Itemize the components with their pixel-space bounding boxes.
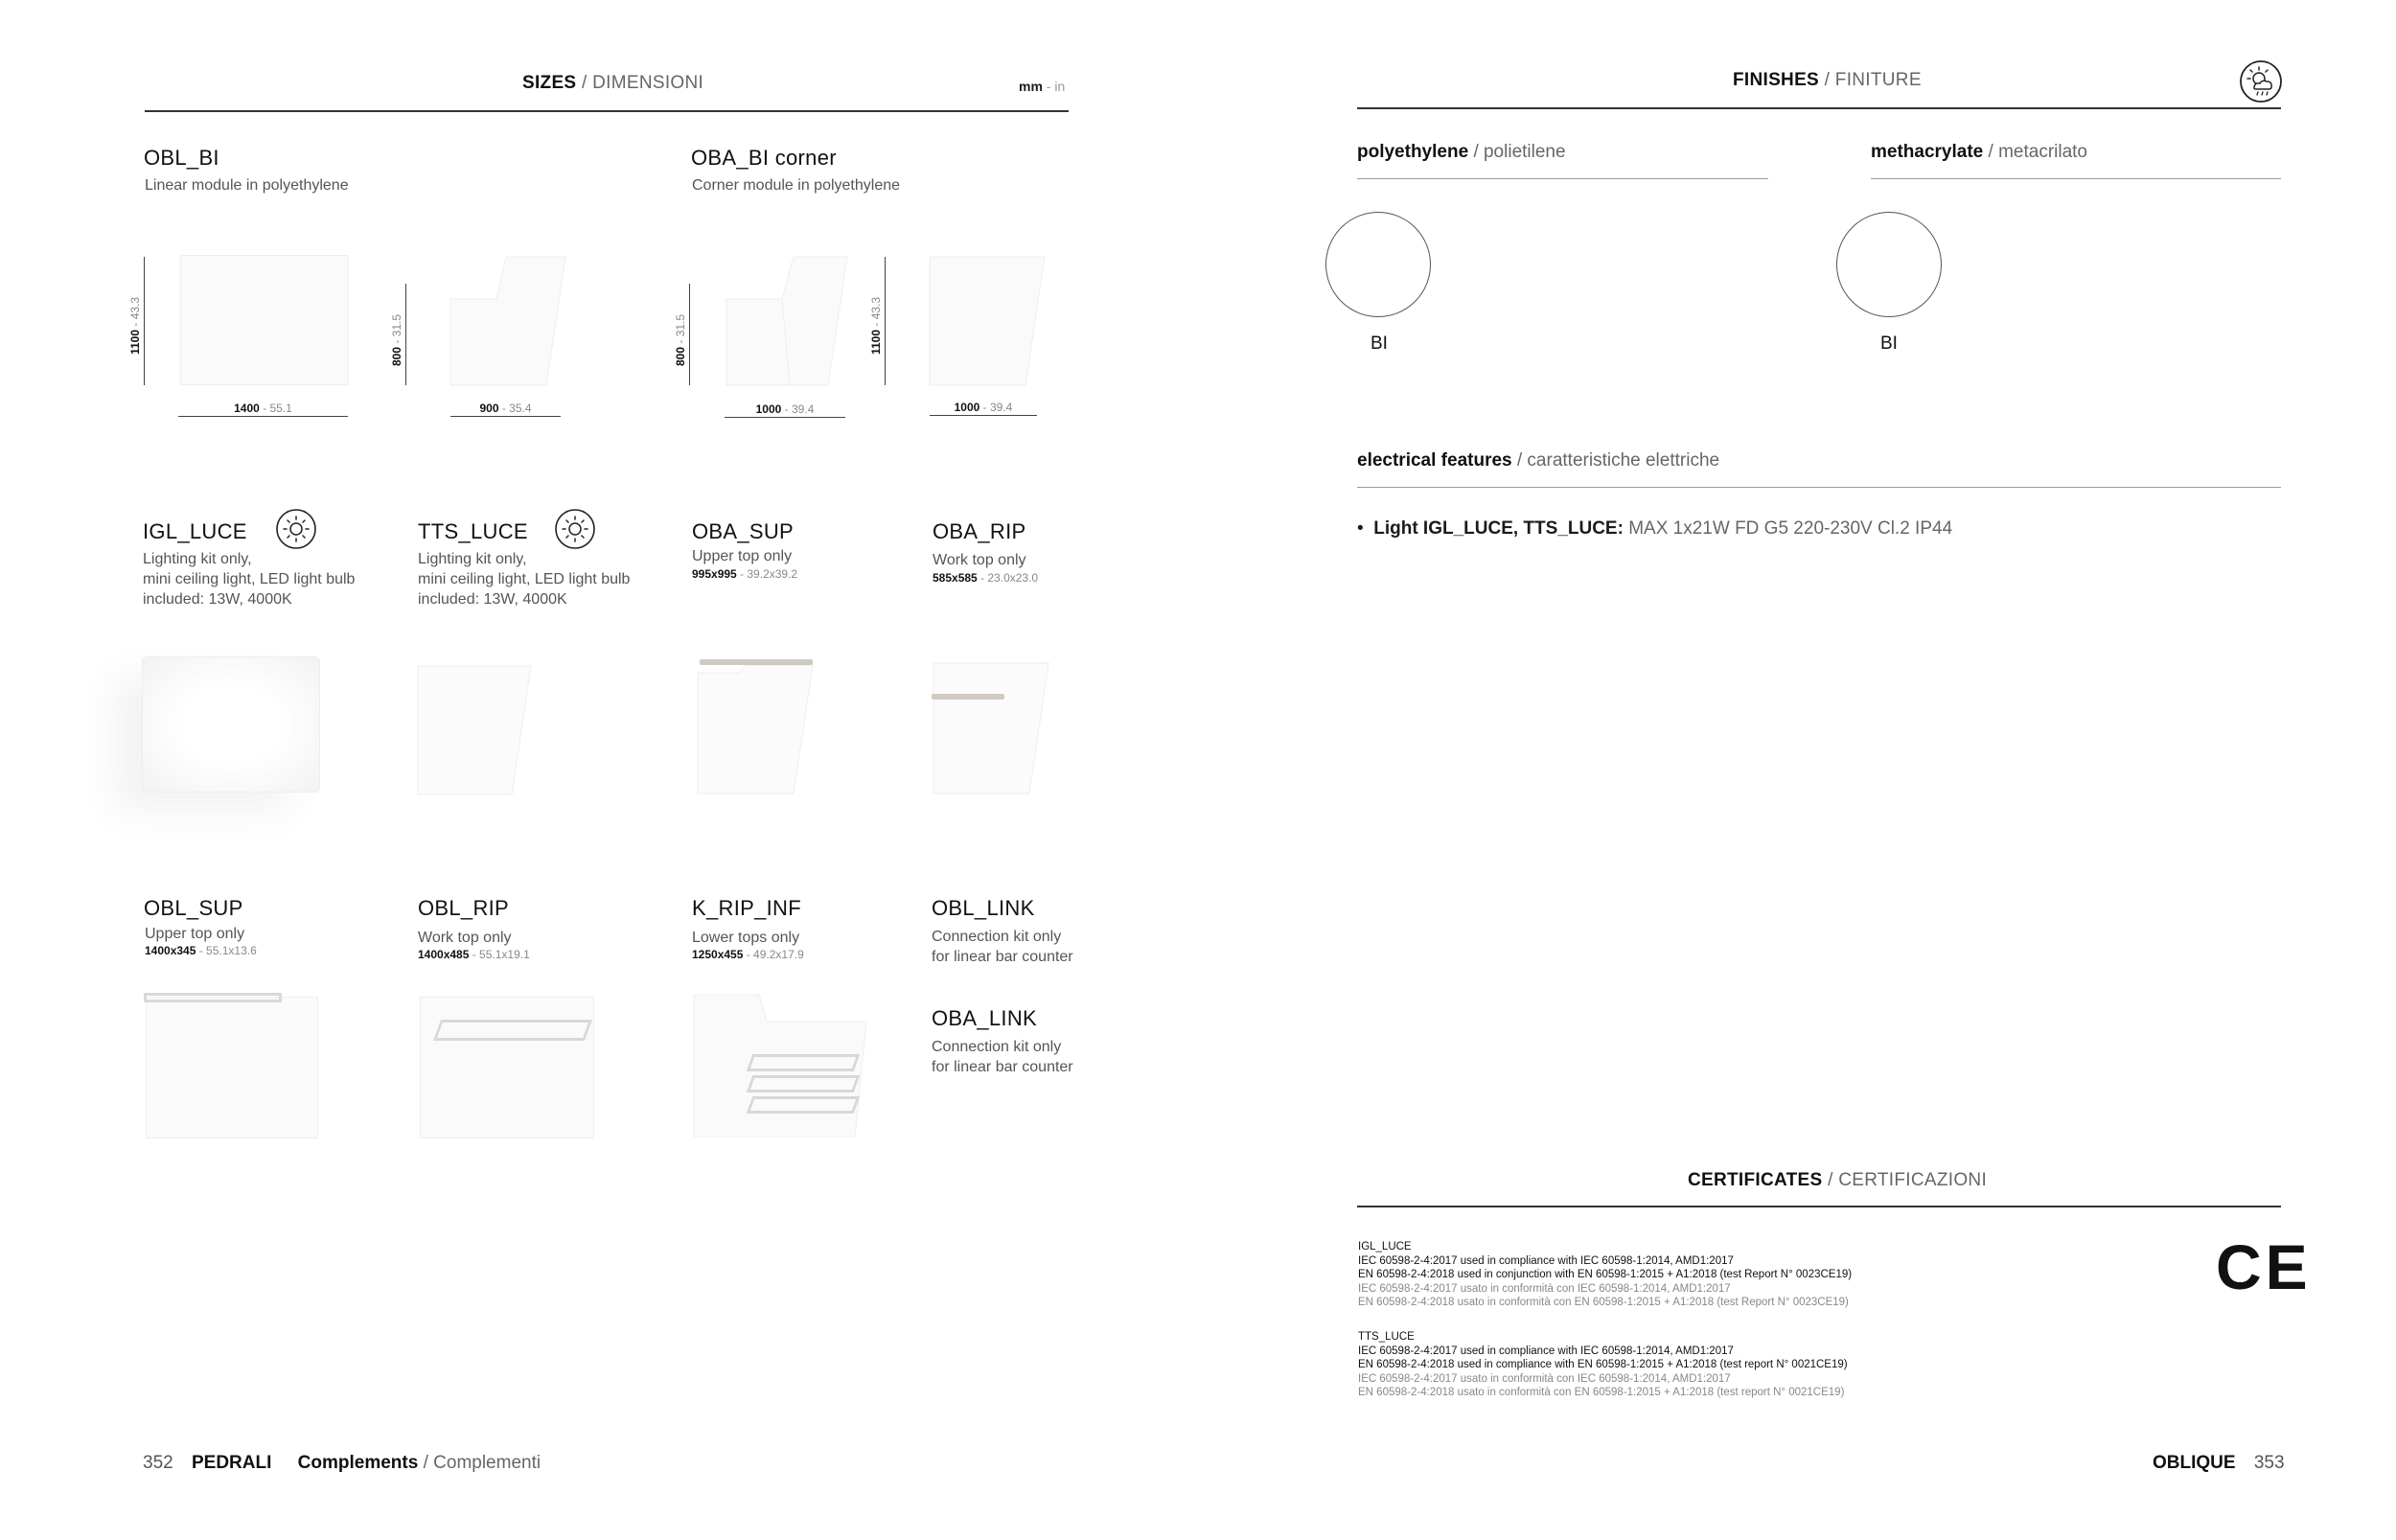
- brand-name: PEDRALI: [191, 1453, 272, 1473]
- dim-line-v: [689, 284, 690, 385]
- section-light: / Complementi: [423, 1453, 541, 1473]
- certificate-tts-luce: TTS_LUCE IEC 60598-2-4:2017 used in compliance with IEC 60598-1:2014, AMD1:2017 EN 60598-2-4:2018 used in compliance with EN 60598-1:2015 + A1:2018 (test report N° 0021CE19) IEC 60598-2-4:2017 usato in conformità con IEC 60598-1:2014, AMD1:2017 EN 60598-2-4:2018 usato in conformità con EN 60598-1:2015 + A1:2018 (test report N° 0021CE19): [1358, 1331, 1848, 1398]
- finishes-rule: [1357, 107, 2281, 109]
- product-desc-oba-sup: Upper top only: [692, 548, 793, 564]
- k-rip-inf-frame-2: [747, 1075, 861, 1092]
- electrical-features-label: electrical features / caratteristiche elettriche: [1357, 450, 1720, 471]
- k-rip-inf-frame-1: [747, 1054, 861, 1071]
- section-bold: Complements: [297, 1453, 419, 1473]
- finish-methacrylate-rule: [1871, 178, 2281, 179]
- obl-bi-front-image: [180, 255, 349, 385]
- page-number-left: 352: [143, 1453, 173, 1473]
- product-desc-oba-rip: Work top only: [933, 552, 1026, 568]
- product-code-oba-rip: OBA_RIP: [933, 519, 1026, 543]
- oba-sup-top: [700, 659, 813, 665]
- finish-polyethylene-rule: [1357, 178, 1768, 179]
- electrical-item-bold: Light IGL_LUCE, TTS_LUCE:: [1373, 518, 1624, 539]
- product-dim-k-rip-inf: 1250x455 - 49.2x17.9: [692, 948, 804, 961]
- collection-name: OBLIQUE: [2153, 1453, 2236, 1473]
- product-desc-obl-bi: Linear module in polyethylene: [145, 177, 349, 194]
- electrical-item-light: MAX 1x21W FD G5 220-230V Cl.2 IP44: [1623, 518, 1953, 539]
- sizes-header-bold: SIZES: [522, 73, 577, 93]
- product-dim-oba-sup: 995x995 - 39.2x39.2: [692, 567, 798, 581]
- dim-label-oba-front-h: 800 - 31.5: [674, 313, 687, 366]
- dim-line-v: [885, 257, 886, 385]
- ce-mark: CE: [2216, 1231, 2312, 1302]
- sun-icon: [554, 508, 596, 550]
- tts-luce-image: [416, 664, 535, 798]
- finish-code-methacrylate: BI: [1880, 333, 1898, 354]
- product-code-obl-sup: OBL_SUP: [144, 896, 243, 920]
- product-dim-obl-sup: 1400x345 - 55.1x13.6: [145, 944, 257, 957]
- product-desc-igl-luce: Lighting kit only, mini ceiling light, LED light bulb included: 13W, 4000K: [143, 551, 356, 608]
- oba-rip-image: [932, 661, 1050, 797]
- finishes-header-light: / FINITURE: [1824, 70, 1922, 90]
- product-desc-oba-bi: Corner module in polyethylene: [692, 177, 901, 194]
- certificates-header-light: / CERTIFICAZIONI: [1828, 1170, 1988, 1190]
- dim-label-obl-side-h: 800 - 31.5: [390, 313, 403, 366]
- finish-code-polyethylene: BI: [1371, 333, 1388, 354]
- finish-polyethylene-label: polyethylene / polietilene: [1357, 142, 1566, 162]
- certificates-header: [1688, 1170, 1987, 1191]
- obl-bi-side-image: [449, 255, 568, 389]
- obl-sup-image: [146, 997, 318, 1138]
- dim-label-oba-side-w: 1000 - 39.4: [954, 401, 1013, 414]
- oba-sup-image: [696, 659, 815, 797]
- product-desc-obl-link: Connection kit only for linear bar counter: [932, 929, 1073, 965]
- product-desc-k-rip-inf: Lower tops only: [692, 930, 800, 946]
- sun-icon: [275, 508, 317, 550]
- product-dim-oba-rip: 585x585 - 23.0x23.0: [933, 571, 1039, 585]
- sizes-header-light: / DIMENSIONI: [582, 73, 704, 93]
- dim-label-oba-mid-h: 1100 - 43.3: [869, 296, 883, 355]
- units-label: [1019, 79, 1065, 94]
- product-code-obl-rip: OBL_RIP: [418, 896, 510, 920]
- k-rip-inf-frame-3: [747, 1096, 861, 1114]
- product-dim-obl-rip: 1400x485 - 55.1x19.1: [418, 948, 530, 961]
- sizes-rule: [145, 110, 1069, 112]
- product-code-obl-link: OBL_LINK: [932, 896, 1035, 920]
- dim-line-h: [725, 417, 845, 418]
- page-number-right: 353: [2253, 1453, 2285, 1473]
- product-code-oba-bi: OBA_BI corner: [691, 146, 837, 170]
- certificates-rule: [1357, 1206, 2281, 1207]
- electrical-item: [1357, 518, 1952, 540]
- certificate-igl-luce: IGL_LUCE IEC 60598-2-4:2017 used in compliance with IEC 60598-1:2014, AMD1:2017 EN 60598-2-4:2018 used in conjunction with EN 60598-1:2015 + A1:2018 (test Report N° 0023CE19) IEC 60598-2-4:2017 usato in conformità con IEC 60598-1:2014, AMD1:2017 EN 60598-2-4:2018 usato in conformità con EN 60598-1:2015 + A1:2018 (test Report N° 0023CE19): [1358, 1241, 1853, 1308]
- product-desc-oba-link: Connection kit only for linear bar counter: [932, 1039, 1073, 1075]
- certificates-header-bold: CERTIFICATES: [1688, 1170, 1823, 1190]
- product-code-tts-luce: TTS_LUCE: [418, 519, 528, 543]
- dim-line-h: [930, 415, 1037, 416]
- product-desc-tts-luce: Lighting kit only, mini ceiling light, LED light bulb included: 13W, 4000K: [418, 551, 631, 608]
- weather-sun-cloud-icon: [2239, 59, 2283, 103]
- dim-line-h: [450, 416, 561, 417]
- product-desc-obl-rip: Work top only: [418, 930, 512, 946]
- product-code-oba-link: OBA_LINK: [932, 1006, 1038, 1030]
- dim-label-obl-side-w: 900 - 35.4: [479, 402, 532, 415]
- dim-line-h: [178, 416, 348, 417]
- dim-label-oba-front-w: 1000 - 39.4: [755, 402, 815, 416]
- product-code-oba-sup: OBA_SUP: [692, 519, 795, 543]
- finishes-header: [1733, 70, 1922, 91]
- units-light: - in: [1046, 79, 1066, 94]
- dim-line-v: [144, 257, 145, 385]
- finish-methacrylate-label: methacrylate / metacrilato: [1871, 142, 2087, 162]
- finish-swatch-methacrylate-bi[interactable]: [1836, 212, 1942, 317]
- dim-line-v: [405, 284, 406, 385]
- obl-rip-image: [420, 997, 594, 1138]
- finishes-header-bold: FINISHES: [1733, 70, 1820, 90]
- product-desc-obl-sup: Upper top only: [145, 926, 245, 942]
- oba-rip-top: [932, 694, 1004, 700]
- oba-bi-front-image: [725, 255, 849, 389]
- obl-sup-frame: [144, 993, 282, 1002]
- right-footer: [2153, 1453, 2285, 1474]
- left-footer: [143, 1453, 541, 1474]
- electrical-rule: [1357, 487, 2281, 488]
- bullet: •: [1357, 518, 1369, 539]
- obl-rip-frame: [433, 1020, 592, 1041]
- units-bold: mm: [1019, 79, 1043, 94]
- oba-bi-side-image: [928, 255, 1048, 389]
- product-code-igl-luce: IGL_LUCE: [143, 519, 247, 543]
- igl-luce-image: [142, 656, 320, 793]
- finish-swatch-polyethylene-bi[interactable]: [1325, 212, 1431, 317]
- dim-label-obl-front-h: 1100 - 43.3: [128, 296, 142, 355]
- product-code-obl-bi: OBL_BI: [144, 146, 219, 170]
- product-code-k-rip-inf: K_RIP_INF: [692, 896, 801, 920]
- sizes-header: [522, 73, 703, 94]
- dim-label-obl-front-w: 1400 - 55.1: [234, 402, 292, 415]
